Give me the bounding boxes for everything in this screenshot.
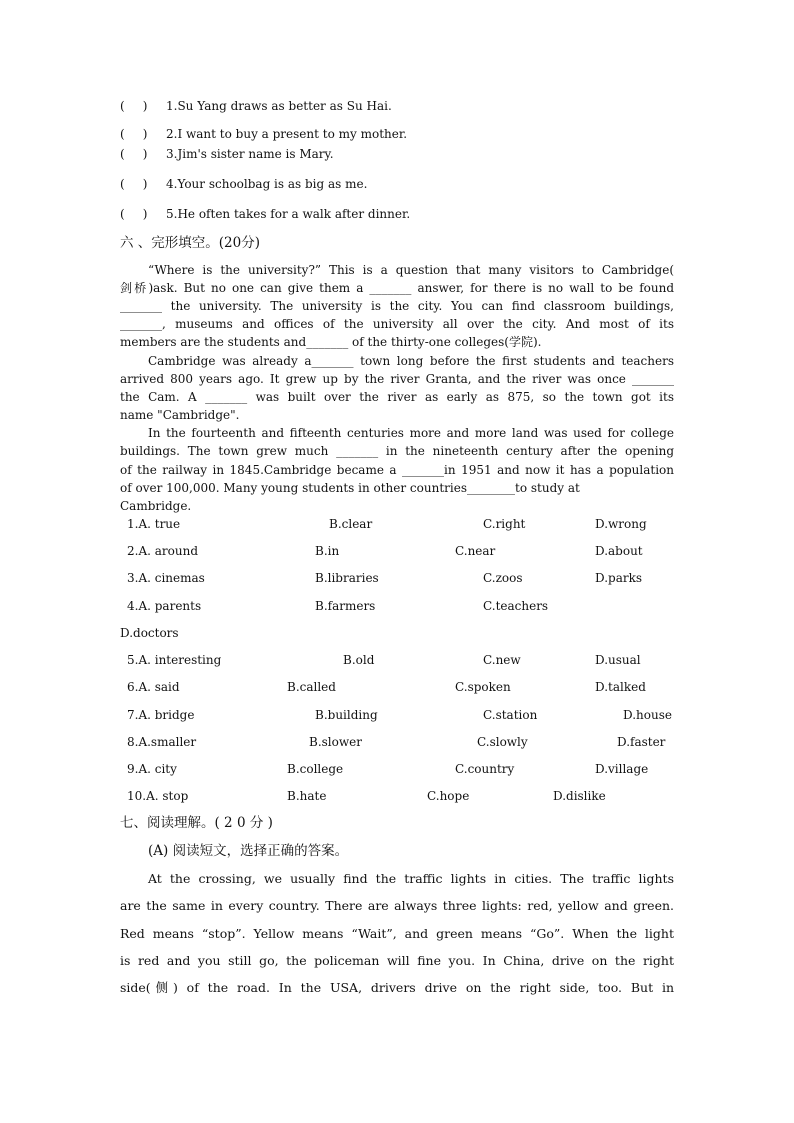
option-c[interactable]: C.country: [455, 762, 515, 776]
option-c[interactable]: C.zoos: [483, 571, 523, 585]
cloze-passage-line: Cambridge was already a_______ town long before the first students and teachers: [148, 354, 674, 368]
option-c[interactable]: C.new: [483, 653, 521, 667]
reading-passage-line: side(侧) of the road. In the USA, drivers drive on the right side, too. But in: [120, 980, 674, 995]
option-d[interactable]: D.house: [623, 708, 672, 722]
option-b[interactable]: B.hate: [287, 789, 327, 803]
option-a[interactable]: 8.A.smaller: [127, 735, 197, 749]
option-a[interactable]: 3.A. cinemas: [127, 571, 205, 585]
option-d[interactable]: D.village: [595, 762, 649, 776]
cloze-passage-line: In the fourteenth and fifteenth centuries more and more land was used for college: [148, 426, 674, 440]
option-a[interactable]: 6.A. said: [127, 680, 180, 694]
answer-paren[interactable]: ( ): [120, 177, 148, 191]
cloze-passage-line: arrived 800 years ago. It grew up by the river Granta, and the river was once _______: [120, 372, 674, 386]
answer-paren[interactable]: ( ): [120, 99, 148, 113]
cloze-passage-line: of over 100,000. Many young students in other countries________to study at: [120, 481, 580, 495]
cloze-passage-line: _______ the university. The university is the city. You can find classroom buildings,: [120, 299, 674, 313]
option-a[interactable]: 10.A. stop: [127, 789, 189, 803]
section-heading-reading: 七、阅读理解。( 2 0 分 ): [120, 815, 273, 831]
option-d[interactable]: D.about: [595, 544, 643, 558]
option-b[interactable]: B.clear: [329, 517, 373, 531]
option-d[interactable]: D.parks: [595, 571, 643, 585]
reading-passage-line: are the same in every country. There are always three lights: red, yellow and green.: [120, 898, 674, 913]
option-a[interactable]: 7.A. bridge: [127, 708, 195, 722]
cloze-passage-line: 剑桥)ask. But no one can give them a _______ answer, for there is no wall to be found: [120, 281, 674, 295]
option-b[interactable]: B.college: [287, 762, 344, 776]
option-d[interactable]: D.doctors: [120, 626, 179, 640]
option-d[interactable]: D.wrong: [595, 517, 647, 531]
cloze-passage-line: the Cam. A _______ was built over the river as early as 875, so the town got its: [120, 390, 674, 404]
option-b[interactable]: B.old: [343, 653, 375, 667]
cloze-passage-line: members are the students and_______ of the thirty-one colleges(学院).: [120, 335, 542, 349]
answer-paren[interactable]: ( ): [120, 147, 148, 161]
option-c[interactable]: C.hope: [427, 789, 470, 803]
item-text: 5.He often takes for a walk after dinner.: [166, 207, 411, 221]
reading-passage-line: At the crossing, we usually find the traffic lights in cities. The traffic lights: [148, 871, 674, 886]
reading-passage-line: is red and you still go, the policeman will fine you. In China, drive on the right: [120, 953, 674, 968]
option-c[interactable]: C.station: [483, 708, 538, 722]
judgment-item-4: [120, 177, 367, 192]
option-b[interactable]: B.libraries: [315, 571, 379, 585]
option-a[interactable]: 4.A. parents: [127, 599, 202, 613]
option-c[interactable]: C.teachers: [483, 599, 549, 613]
option-c[interactable]: C.near: [455, 544, 496, 558]
section-heading-cloze: 六 、完形填空。(20分): [120, 235, 261, 251]
option-d[interactable]: D.talked: [595, 680, 646, 694]
option-a[interactable]: 9.A. city: [127, 762, 177, 776]
option-b[interactable]: B.building: [315, 708, 378, 722]
item-text: 2.I want to buy a present to my mother.: [166, 127, 408, 141]
option-a[interactable]: 1.A. true: [127, 517, 181, 531]
option-c[interactable]: C.spoken: [455, 680, 511, 694]
option-b[interactable]: B.farmers: [315, 599, 376, 613]
option-c[interactable]: C.slowly: [477, 735, 528, 749]
option-b[interactable]: B.slower: [309, 735, 362, 749]
answer-paren[interactable]: ( ): [120, 127, 148, 141]
option-b[interactable]: B.called: [287, 680, 336, 694]
option-a[interactable]: 2.A. around: [127, 544, 198, 558]
option-a[interactable]: 5.A. interesting: [127, 653, 222, 667]
option-d[interactable]: D.usual: [595, 653, 641, 667]
option-c[interactable]: C.right: [483, 517, 526, 531]
item-text: 1.Su Yang draws as better as Su Hai.: [166, 99, 392, 113]
cloze-passage-line: _______, museums and offices of the university all over the city. And most of its: [120, 317, 674, 331]
judgment-item-2: [120, 127, 407, 142]
judgment-item-3: [120, 147, 334, 162]
option-b[interactable]: B.in: [315, 544, 340, 558]
judgment-item-5: [120, 207, 410, 222]
answer-paren[interactable]: ( ): [120, 207, 148, 221]
reading-passage-line: Red means “stop”. Yellow means “Wait”, and green means “Go”. When the light: [120, 926, 674, 941]
cloze-passage-line: “Where is the university?” This is a question that many visitors to Cambridge(: [148, 263, 674, 277]
option-d[interactable]: D.faster: [617, 735, 666, 749]
option-d[interactable]: D.dislike: [553, 789, 606, 803]
item-text: 3.Jim's sister name is Mary.: [166, 147, 334, 161]
cloze-passage-line: buildings. The town grew much _______ in the nineteenth century after the opening: [120, 444, 674, 458]
cloze-passage-line: of the railway in 1845.Cambridge became a _______in 1951 and now it has a population: [120, 463, 674, 477]
cloze-passage-line: name "Cambridge".: [120, 408, 240, 422]
sub-heading-reading-a: (A) 阅读短文，选择正确的答案。: [148, 843, 349, 859]
item-text: 4.Your schoolbag is as big as me.: [166, 177, 368, 191]
cloze-passage-line: Cambridge.: [120, 499, 192, 513]
judgment-item-1: [120, 99, 392, 114]
